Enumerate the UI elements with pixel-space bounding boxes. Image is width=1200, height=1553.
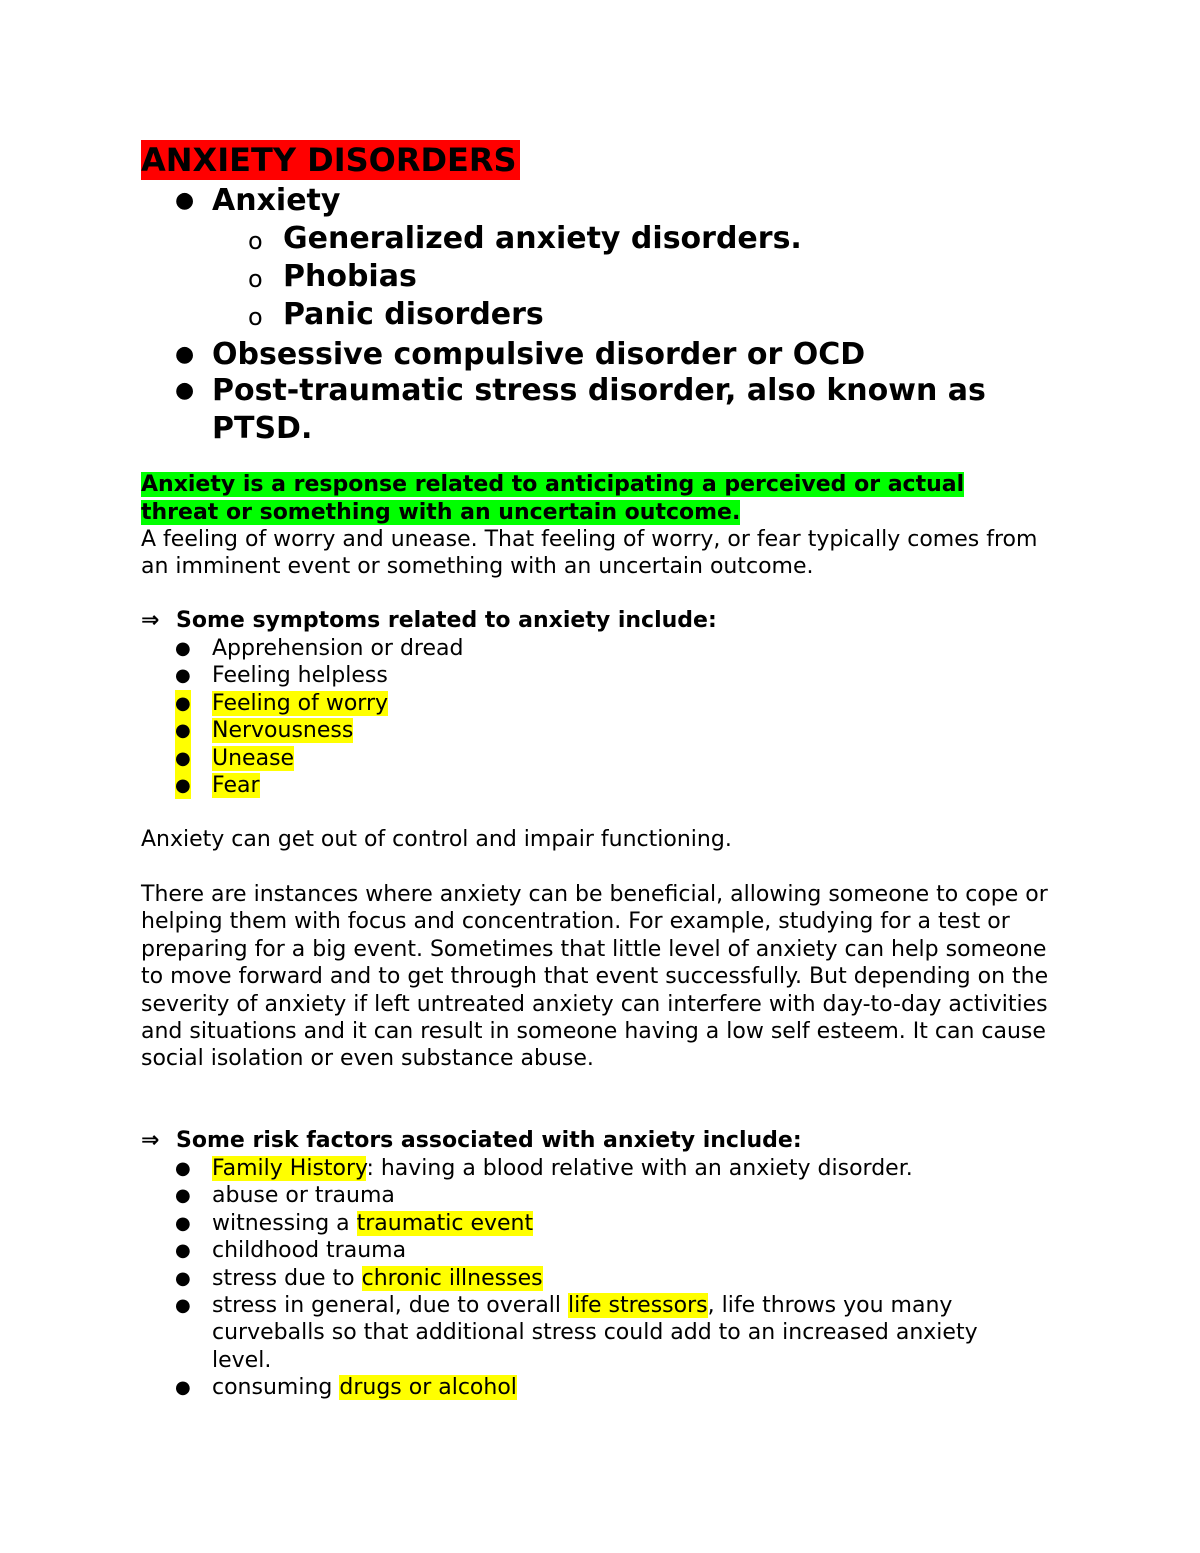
beneficial-paragraph: There are instances where anxiety can be beneficial, allowing someone to cope or helping them with focus and concentration. For example, studying for a test or preparing for a big event. Sometimes that little level of anxiety can help someone to move forward and to get through that event successfully. But depending on the severity of anxiety if left untreated anxiety can interfere with day-to-day activities and situations and it can result in someone having a low self esteem. It can cause social isolation or even substance abuse.	[141, 882, 1049, 1072]
list-item: ● Unease	[175, 745, 295, 771]
list-item: ● consuming drugs or alcohol	[175, 1375, 517, 1401]
outline-subitem: o Generalized anxiety disorders.	[0, 220, 1100, 258]
control-paragraph: Anxiety can get out of control and impair functioning.	[141, 827, 732, 852]
list-item: ● childhood trauma	[175, 1238, 407, 1264]
symptoms-list	[0, 635, 1100, 799]
outline-item-anxiety: ● Anxiety	[175, 183, 341, 218]
risk-heading: ⇒ Some risk factors associated with anxiety include:	[141, 1128, 802, 1153]
bullet-icon: ●	[175, 665, 191, 687]
list-item: ● Fear	[175, 773, 260, 799]
sub-bullet-icon: o	[248, 303, 263, 331]
bullet-icon: ●	[175, 1240, 191, 1262]
outline-item-ptsd: ● Post-traumatic stress disorder, also known as PTSD.	[175, 373, 986, 446]
bullet-icon: ●	[175, 1158, 191, 1179]
bullet-icon: ●	[175, 378, 195, 403]
arrow-icon: ⇒	[141, 608, 160, 633]
bullet-icon: ●	[175, 1185, 191, 1207]
list-item: ● Feeling helpless	[175, 663, 388, 689]
sub-bullet-icon: o	[248, 227, 263, 255]
outline-subitem: o Panic disorders	[0, 296, 1100, 336]
bullet-icon: ●	[175, 745, 191, 772]
bullet-icon: ●	[175, 1377, 191, 1399]
page-title: ANXIETY DISORDERS	[141, 140, 520, 180]
bullet-icon: ●	[175, 342, 195, 367]
sub-bullet-icon: o	[248, 265, 263, 293]
disorder-outline	[0, 182, 1100, 448]
risk-list	[0, 1155, 1100, 1402]
outline-item-ocd: ● Obsessive compulsive disorder or OCD	[175, 337, 866, 372]
list-item: ● Family History: having a blood relative with an anxiety disorder.	[175, 1156, 913, 1181]
bullet-icon: ●	[175, 188, 195, 213]
list-item: ● Nervousness	[175, 718, 354, 744]
bullet-icon: ●	[175, 690, 191, 717]
bullet-icon: ●	[175, 772, 191, 799]
list-item: ● witnessing a traumatic event	[175, 1210, 534, 1236]
bullet-icon: ●	[175, 717, 191, 744]
bullet-icon: ●	[175, 638, 191, 659]
bullet-icon: ●	[175, 1212, 191, 1234]
list-item: ● Apprehension or dread	[175, 636, 464, 661]
list-item: ● abuse or trauma	[175, 1183, 395, 1209]
list-item: ● stress in general, due to overall life stressors, life throws you many curveballs so that additional stress could add to an increased anxiety level.	[175, 1293, 978, 1373]
arrow-icon: ⇒	[141, 1128, 160, 1153]
symptoms-heading: ⇒ Some symptoms related to anxiety include:	[141, 608, 717, 633]
definition-paragraph: A feeling of worry and unease. That feeling of worry, or fear typically comes from an imminent event or something with an uncertain outcome.	[141, 527, 1038, 580]
list-item: ● stress due to chronic illnesses	[175, 1265, 543, 1291]
anxiety-definition: Anxiety is a response related to anticipating a perceived or actual threat or something with an uncertain outcome.	[141, 472, 965, 525]
list-item: ● Feeling of worry	[175, 690, 389, 716]
outline-subitem: o Phobias	[0, 258, 1100, 296]
bullet-icon: ●	[175, 1295, 191, 1317]
bullet-icon: ●	[175, 1267, 191, 1289]
